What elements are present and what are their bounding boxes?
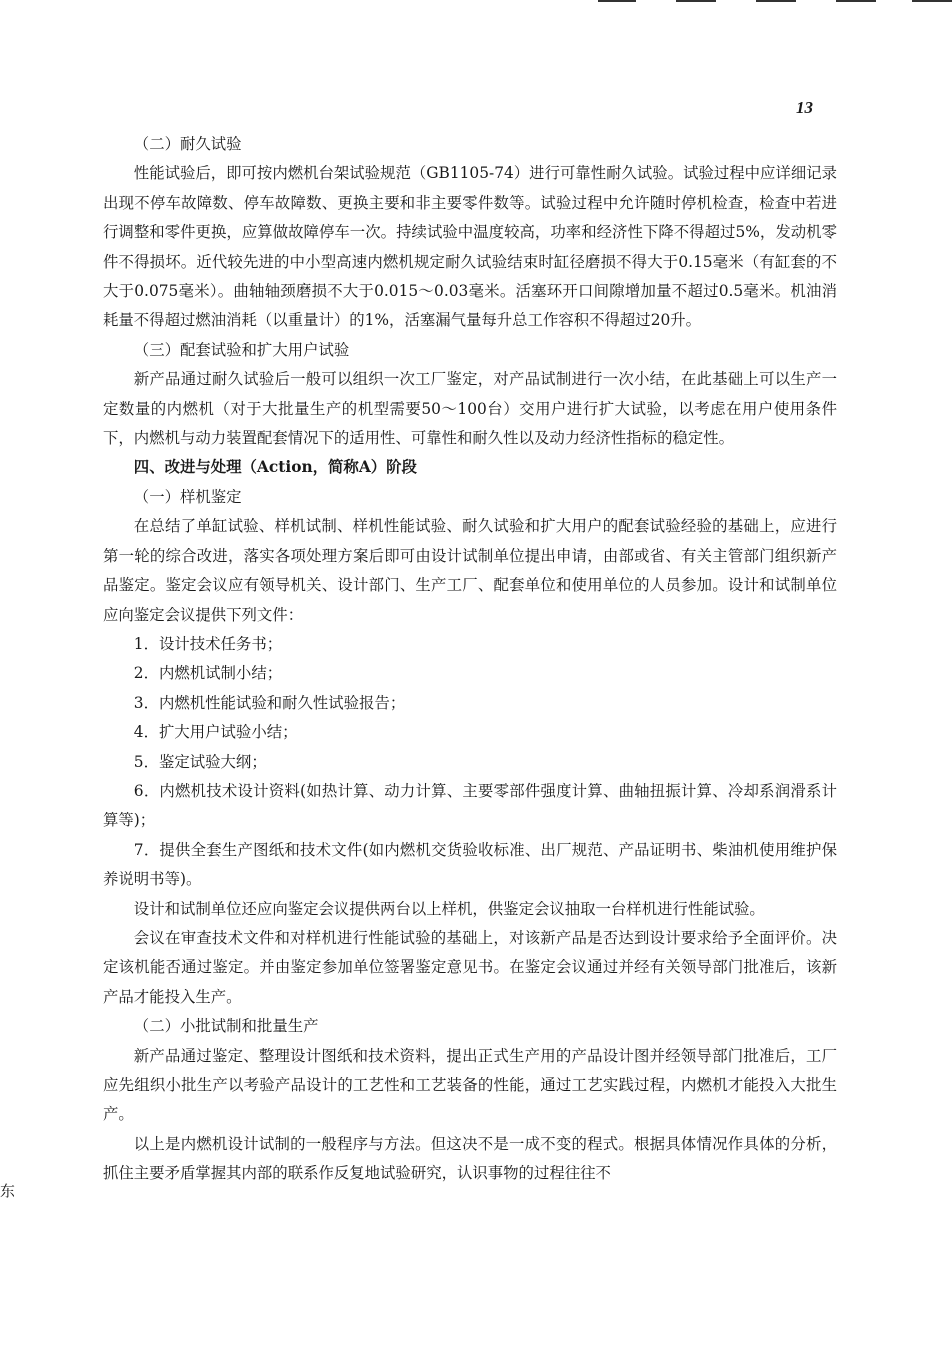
paragraph-durability-test: 性能试验后，即可按内燃机台架试验规范（GB1105-74）进行可靠性耐久试验。试验过程中应详细记录出现不停车故障数、停车故障数、更换主要和非主要零件数等。试验过程中允许随时停机检查，检查中若进行调整和零件更换，应算做故障停车一次。持续试验中温度较高，功率和经济性下降不得超过5%，发动机零件不得损坏。近代较先进的中小型高速内燃机规定耐久试验结束时缸径磨损不得大于0.15毫米（有缸套的不大于0.075毫米）。曲轴轴颈磨损不大于0.015～0.03毫米。活塞环开口间隙增加量不超过0.5毫米。机油消耗量不得超过燃油消耗（以重量计）的1%，活塞漏气量每升总工作容积不得超过20升。 — [103, 164, 837, 330]
paragraph-batch-production: 新产品通过鉴定、整理设计图纸和技术资料，提出正式生产用的产品设计图并经领导部门批准后，工厂应先组织小批生产以考验产品设计的工艺性和工艺装备的性能，通过工艺实践过程，内燃机才能投入大批生产。 — [103, 1046, 837, 1124]
subheading-prototype-appraisal: （一）样机鉴定 — [133, 487, 242, 506]
list-item: 5．鉴定试验大纲； — [133, 752, 267, 771]
subheading-matching-test: （三）配套试验和扩大用户试验 — [133, 340, 350, 359]
subheading-batch-production: （二）小批试制和批量生产 — [133, 1017, 319, 1036]
top-rule-1 — [598, 0, 636, 2]
page-body — [103, 130, 837, 1189]
paragraph-matching-test: 新产品通过耐久试验后一般可以组织一次工厂鉴定，对产品试制进行一次小结，在此基础上可以生产一定数量的内燃机（对于大批量生产的机型需要50～100台）交用户进行扩大试验，以考虑在用户使用条件下，内燃机与动力装置配套情况下的适用性、可靠性和耐久性以及动力经济性指标的稳定性。 — [103, 370, 837, 448]
paragraph-sample-machines: 设计和试制单位还应向鉴定会议提供两台以上样机，供鉴定会议抽取一台样机进行性能试验。 — [133, 899, 765, 918]
top-rule-5 — [912, 0, 952, 2]
top-rule-3 — [756, 0, 796, 2]
list-item: 1．设计技术任务书； — [133, 634, 283, 653]
paragraph-appraisal-review: 会议在审查技术文件和对样机进行性能试验的基础上，对该新产品是否达到设计要求给予全面评价。决定该机能否通过鉴定。并由鉴定参加单位签署鉴定意见书。在鉴定会议通过并经有关领导部门批准后，该新产品才能投入生产。 — [103, 928, 837, 1006]
top-rule-2 — [676, 0, 716, 2]
top-rule-4 — [836, 0, 876, 2]
margin-character: 东 — [0, 1182, 16, 1200]
section-heading-action: 四、改进与处理（Action，简称A）阶段 — [133, 458, 417, 477]
list-item: 4．扩大用户试验小结； — [133, 723, 298, 742]
list-item: 3．内燃机性能试验和耐久性试验报告； — [133, 693, 406, 712]
list-item: 7．提供全套生产图纸和技术文件(如内燃机交货验收标准、出厂规范、产品证明书、柴油机使用维护保养说明书等)。 — [103, 840, 837, 889]
subheading-durability-test: （二）耐久试验 — [133, 135, 242, 153]
list-item: 2．内燃机试制小结； — [133, 664, 283, 683]
page-number: 13 — [796, 98, 813, 117]
list-item: 6．内燃机技术设计资料(如热计算、动力计算、主要零部件强度计算、曲轴扭振计算、冷却系润滑系计算等)； — [103, 781, 837, 830]
paragraph-conclusion: 以上是内燃机设计试制的一般程序与方法。但这决不是一成不变的程式。根据具体情况作具体的分析，抓住主要矛盾掌握其内部的联系作反复地试验研究，认识事物的过程往往不 — [103, 1134, 837, 1183]
paragraph-prototype-appraisal: 在总结了单缸试验、样机试制、样机性能试验、耐久试验和扩大用户的配套试验经验的基础上，应进行第一轮的综合改进，落实各项处理方案后即可由设计试制单位提出申请，由部或省、有关主管部门组织新产品鉴定。鉴定会议应有领导机关、设计部门、生产工厂、配套单位和使用单位的人员参加。设计和试制单位应向鉴定会议提供下列文件： — [103, 517, 837, 624]
